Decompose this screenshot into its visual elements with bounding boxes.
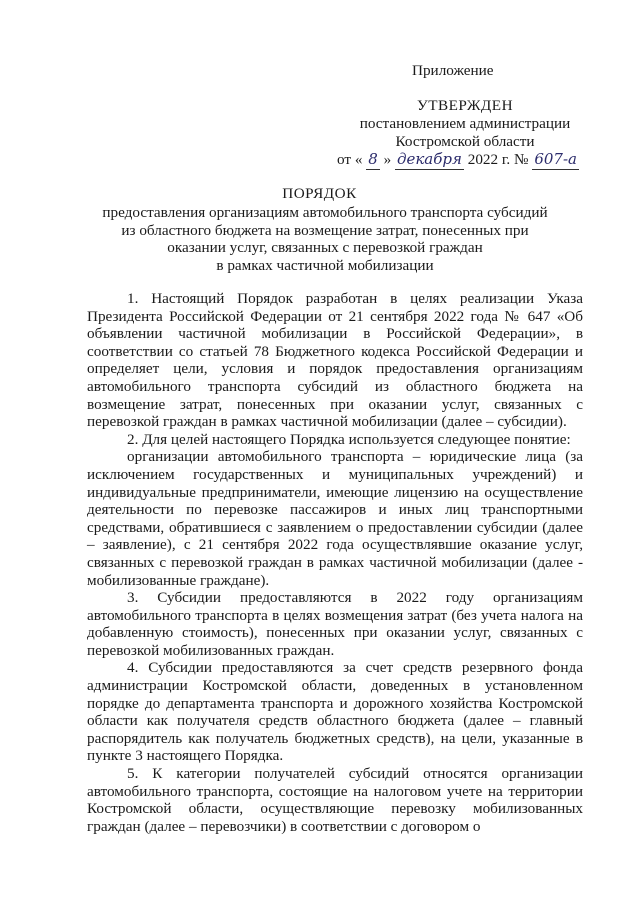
approved-label: УТВЕРЖДЕН	[416, 97, 514, 114]
paragraph-3: 3. Субсидии предоставляются в 2022 году организациям автомобильного транспорта в целях возмещения затрат (без учета налога на добавленную стоимость), понесенных при оказании услуг, связанных с перевозкой мобилизованных граждан.	[87, 589, 583, 659]
date-prefix: от «	[337, 151, 363, 168]
date-mid: »	[383, 151, 392, 168]
subtitle-line: предоставления организациям автомобильного транспорта субсидий	[102, 204, 548, 221]
paragraph-5: 5. К категории получателей субсидий относятся организации автомобильного транспорта, состоящие на налоговом учете на территории Костромской области, осуществляющие перевозку мобилизованных граждан (далее – перевозчики) в соответствии с договором о	[87, 765, 583, 835]
decree-date-line	[337, 151, 579, 170]
paragraph-4: 4. Субсидии предоставляются за счет средств резервного фонда администрации Костромской области, доведенных в установленном порядке до департамента транспорта и дорожного хозяйства Костромской области как получателя средств областного бюджета (далее – главный распорядитель как получатель бюджетных средств), на цели, указанные в пункте 3 настоящего Порядка.	[87, 659, 583, 765]
decree-line-2: Костромской области	[395, 133, 535, 150]
paragraph-2-definition: организации автомобильного транспорта – юридические лица (за исключением государственных и муниципальных учреждений) и индивидуальные предприниматели, имеющие лицензию на осуществление деятельности по перевозке пассажиров и иных лиц транспортными средствами, обратившиеся с заявлением о предоставлении субсидии (далее – заявление), с 21 сентября 2022 года осуществлявшие оказание услуг, связанных с перевозкой граждан в рамках частичной мобилизации (далее - мобилизованные граждане).	[87, 448, 583, 589]
subtitle-line: из областного бюджета на возмещение затрат, понесенных при	[121, 221, 529, 239]
subtitle-line: в рамках частичной мобилизации	[216, 256, 434, 274]
date-year: 2022 г. №	[467, 151, 529, 168]
document-title: ПОРЯДОК	[282, 185, 357, 202]
document-body	[87, 290, 583, 835]
paragraph-2: 2. Для целей настоящего Порядка используется следующее понятие:	[127, 430, 571, 448]
date-day-handwritten: 8	[368, 150, 378, 168]
date-month-handwritten: декабря	[396, 150, 462, 168]
appendix-label: Приложение	[412, 62, 494, 79]
document-subtitle	[60, 204, 590, 274]
subtitle-line: оказании услуг, связанных с перевозкой граждан	[167, 239, 483, 257]
paragraph-1: 1. Настоящий Порядок разработан в целях реализации Указа Президента Российской Федерации от 21 сентября 2022 года № 647 «Об объявлении частичной мобилизации в Российской Федерации», в соответствии со статьей 78 Бюджетного кодекса Российской Федерации и определяет цели, условия и порядок предоставления организациям автомобильного транспорта субсидий из областного бюджета на возмещение затрат, понесенных при оказании услуг, связанных с перевозкой граждан в рамках частичной мобилизации (далее – субсидии).	[87, 290, 583, 431]
decree-line-1: постановлением администрации	[359, 115, 571, 132]
decree-number-handwritten: 607-а	[534, 150, 577, 168]
